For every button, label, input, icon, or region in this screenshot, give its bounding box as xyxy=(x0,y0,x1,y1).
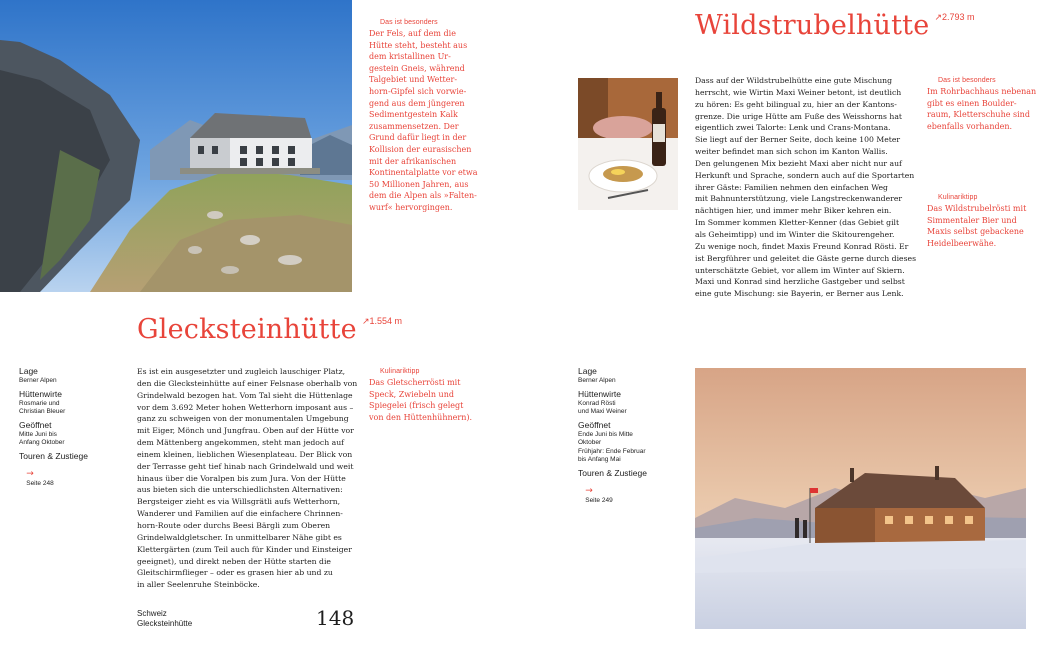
hut-altitude: 1.554 m xyxy=(369,316,403,326)
side-note-text: Der Fels, auf dem die Hütte steht, besteht aus dem kristallinen Ur- gestein Gneis, während Talgebiet und Wetter- horn-Gipfel sich vorwie- gend aus dem jüngeren Sedimentgestein Kalk zusammensetzen. Der Grund dafür liegt in der Kollision der eurasischen mit der afrikanischen Kontinentalplatte vor etwa 50 Millionen Jahren, aus dem die Alpen als »Falten- wurf« hervorgingen. xyxy=(369,29,478,212)
side-note-text: Im Rohrbachhaus nebenan gibt es einen Boulder- raum, Kletterschuhe sind ebenfalls vorhanden. xyxy=(927,87,1037,131)
body-text: Es ist ein ausgesetzter und zugleich lauschiger Platz, den die Glecksteinhütte auf einer Felsnase oberhalb von Grindelwald bezogen hat. Vom Tal sieht die Hüttenlage vor dem 3.692 Meter hohen Wetterhorn imposant aus – ganz zu schweigen von der monumentalen Umgebung mit Eiger, Mönch und Jungfrau. Oben auf der Hütte vor dem Mättenberg angekommen, steht man jedoch auf einem kleinen, lieblichen Wiesenplateau. Der Blick von der Terrasse geht tief hinab nach Grindelwald und weit hinaus über die Voralpen bis zum Jura. Von der Hütte aus bieten sich die unterschiedlichsten Alternativen: Bergsteiger zieht es via Willsgrätli aufs Wetterhorn, Wanderer und Familien auf die einfachere Chrinnen- horn-Route oder durchs Beesi Bärgli zum Oberen Grindelwaldgletscher. In unmittelbarer Nähe gibt es Klettergärten (zum Teil auch für Kinder und Einsteiger geeignet), und direkt neben der Hütte starten die Gleitschirmflieger – oder es grasen hier ab und zu in aller Seelenruhe Steinböcke. xyxy=(137,367,358,590)
arrow-right-icon: → xyxy=(585,486,593,496)
hut-title-block xyxy=(695,10,975,41)
kulinarik-text: Das Gletscherrösti mit Speck, Zwiebeln und Spiegelei (frisch gelegt von den Hüttenhühnern). xyxy=(369,378,473,422)
arrow-right-icon: → xyxy=(26,469,34,479)
hut-title-block xyxy=(137,314,402,345)
altitude-arrow-icon: ↗ xyxy=(934,12,943,22)
info-touren-value: Seite 248 xyxy=(26,479,54,487)
kulinarik-label: Kulinariktipp xyxy=(938,194,978,201)
hut-title: Glecksteinhütte xyxy=(137,314,357,345)
info-wirte-label: Hüttenwirte xyxy=(578,388,621,399)
side-note-label: Das ist besonders xyxy=(380,19,438,26)
body-text: Dass auf der Wildstrubelhütte eine gute Mischung herrscht, wie Wirtin Maxi Weiner betont, ist deutlich zu hören: Es geht bilingual zu, hier an der Kantons- grenze. Die urige Hütte am Fuße des Weisshorns hat eigentlich zwei Talorte: Lenk und Crans-Montana. Sie liegt auf der Berner Seite, doch keine 100 Meter weiter befindet man sich schon im Kanton Wallis. Den gelungenen Mix bezieht Maxi aber nicht nur auf Herkunft und Sprache, sondern auch auf die Sportarten ihrer Gäste: Familien nehmen den einfachen Weg mit Bahnunterstützung, viele Langstreckenwanderer nächtigen hier, und immer mehr Biker kehren ein. Im Sommer kommen Kletter-Kenner (das Gebiet gilt als Geheimtipp) und im Winter die Skitourengeher. Zu wenige noch, findet Maxis Freund Konrad Rösti. Er ist Bergführer und geleitet die Gäste gerne durch dieses unterschätzte Gebiet, vor allem im Winter auf Skiern. Maxi und Konrad sind herzliche Gastgeber und selbst eine gute Mischung: sie Bayerin, er Berner aus Lenk. xyxy=(695,76,917,299)
altitude-arrow-icon: ↗ xyxy=(361,316,370,326)
kulinarik-text: Das Wildstrubelrösti mit Simmentaler Bier und Maxis selbst gebackene Heidelbeerwähe. xyxy=(927,204,1027,248)
footer-country: Schweiz xyxy=(137,609,167,618)
info-wirte-label: Hüttenwirte xyxy=(19,388,62,399)
hut-altitude: 2.793 m xyxy=(942,12,975,22)
info-lage-label: Lage xyxy=(19,366,38,376)
hut-info xyxy=(578,366,688,514)
info-wirte-value: Rosmarie und Christian Bleuer xyxy=(19,399,66,415)
wildstrubelhuette-photo xyxy=(695,368,1026,629)
page-number: 148 xyxy=(316,606,355,630)
info-lage-value: Berner Alpen xyxy=(578,377,616,384)
info-wirte-value: Konrad Rösti und Maxi Weiner xyxy=(578,399,627,415)
side-note-label: Das ist besonders xyxy=(938,77,996,84)
food-photo xyxy=(578,78,678,210)
hut-info xyxy=(19,366,129,497)
info-geoeffnet-label: Geöffnet xyxy=(19,419,52,430)
footer xyxy=(137,609,192,629)
info-geoeffnet-label: Geöffnet xyxy=(578,419,611,430)
info-lage-label: Lage xyxy=(578,366,597,376)
hut-title: Wildstrubelhütte xyxy=(695,10,930,41)
info-touren-label: Touren & Zustiege xyxy=(578,467,647,478)
info-touren-link[interactable] xyxy=(578,479,688,514)
info-touren-label: Touren & Zustiege xyxy=(19,450,88,461)
info-lage-value: Berner Alpen xyxy=(19,377,57,384)
info-geoeffnet-value: Mitte Juni bis Anfang Oktober xyxy=(19,430,65,446)
footer-hut: Glecksteinhütte xyxy=(137,619,193,628)
info-touren-link[interactable] xyxy=(19,462,129,497)
glecksteinhuette-photo xyxy=(0,0,352,292)
info-touren-value: Seite 249 xyxy=(585,496,613,504)
kulinarik-label: Kulinariktipp xyxy=(380,368,420,375)
info-geoeffnet-value: Ende Juni bis Mitte Oktober Frühjahr: Ende Februar bis Anfang Mai xyxy=(578,430,646,463)
